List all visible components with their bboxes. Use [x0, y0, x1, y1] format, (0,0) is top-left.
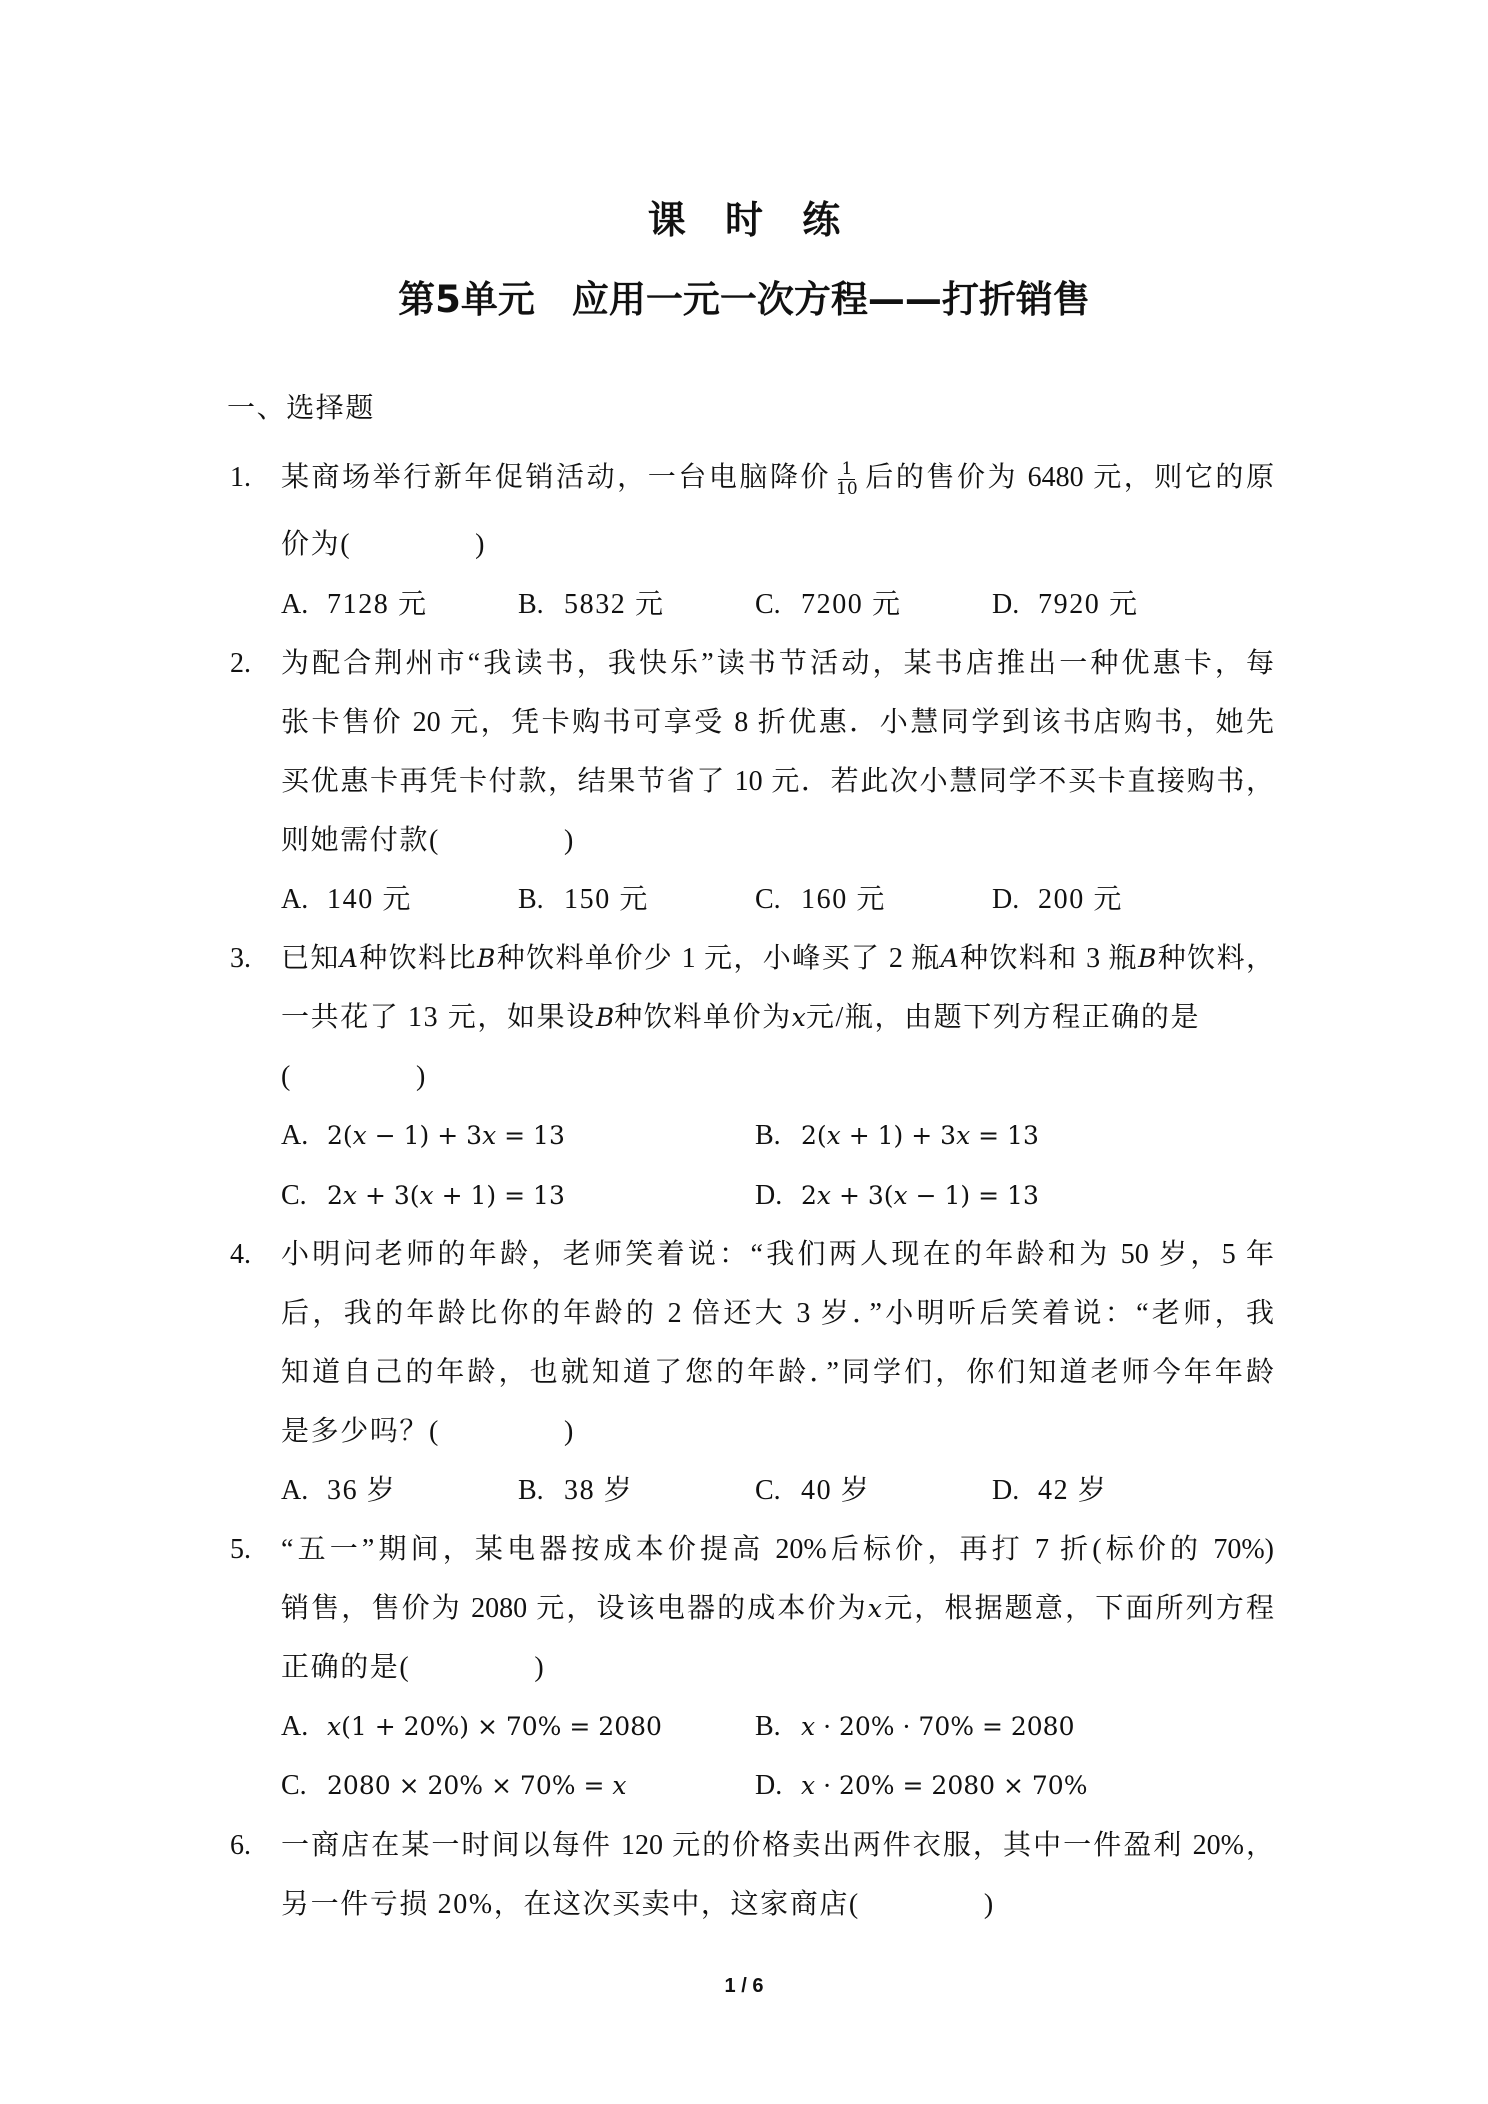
- text-run: ): [415, 1061, 427, 1093]
- text-run: 已知: [281, 943, 340, 975]
- text-run: 元，根据题意，下面所列方程: [882, 1593, 1274, 1625]
- option-a: [281, 1697, 755, 1756]
- math-expression: x(1 + 20%) × 70% = 2080: [327, 1712, 662, 1742]
- question-number: 2.: [230, 647, 251, 679]
- math-variable: x: [801, 1712, 816, 1742]
- question-2: [230, 634, 1274, 929]
- text-run: ): [563, 1415, 575, 1447]
- text-run: (: [281, 1061, 292, 1093]
- option-text: [564, 884, 649, 915]
- option-label: C.: [755, 588, 781, 620]
- option-label: B.: [518, 884, 544, 916]
- math-variable: x: [801, 1771, 816, 1801]
- text-run: ): [534, 1652, 546, 1684]
- math-expression: [596, 1003, 614, 1032]
- option-label: A.: [281, 1474, 309, 1506]
- option-text: [801, 589, 902, 620]
- question-line: [281, 1225, 1274, 1284]
- option-text: [327, 1120, 565, 1151]
- option-text: [801, 1475, 870, 1506]
- text-run: 40 岁: [801, 1474, 871, 1506]
- math-expression: x · 20% · 70% = 2080: [801, 1712, 1075, 1742]
- question-6: [230, 1816, 1274, 1934]
- option-label: D.: [992, 884, 1020, 916]
- text-run: 另一件亏损 20%，在这次买卖中，这家商店(: [281, 1888, 860, 1920]
- question-line: [281, 1520, 1274, 1579]
- math-variable: B: [476, 944, 496, 974]
- option-label: B.: [518, 588, 544, 620]
- question-line: [281, 988, 1274, 1047]
- math-expression: 2080 × 20% × 70% = x: [327, 1771, 627, 1801]
- option-label: D.: [992, 588, 1020, 620]
- math-variable: x: [956, 1121, 971, 1151]
- option-a: [281, 575, 518, 634]
- question-number: 4.: [230, 1238, 251, 1270]
- option-label: B.: [518, 1474, 544, 1506]
- text-run: 价为(: [281, 529, 352, 561]
- option-b: [518, 1461, 755, 1520]
- option-text: [1038, 589, 1139, 620]
- option-d: [992, 1461, 1229, 1520]
- question-line: [281, 1638, 1274, 1697]
- text-run: 7200 元: [801, 588, 902, 620]
- text-run: 张卡售价 20 元，凭卡购书可享受 8 折优惠．小慧同学到该书店购书，她先: [281, 706, 1274, 738]
- math-variable: x: [893, 1180, 908, 1210]
- option-text: [801, 1711, 1074, 1742]
- math-variable: x: [867, 1594, 882, 1624]
- option-text: [327, 1180, 565, 1211]
- option-text: [801, 1180, 1039, 1211]
- text-run: 42 岁: [1038, 1474, 1108, 1506]
- math-expression: [1138, 944, 1156, 973]
- question-3: [230, 929, 1274, 1224]
- text-run: 是多少吗？(: [281, 1415, 440, 1447]
- option-b: [755, 1697, 1229, 1756]
- text-run: ): [475, 529, 487, 561]
- text-run: 一共花了 13 元，如果设: [281, 1002, 596, 1034]
- question-1: [230, 448, 1274, 634]
- question-number: 1.: [230, 462, 251, 493]
- math-expression: [792, 1003, 806, 1032]
- text-run: 正确的是(: [281, 1652, 411, 1684]
- section-heading: 一、选择题: [227, 393, 376, 424]
- option-c: [755, 575, 992, 634]
- text-run: 种饮料比: [357, 943, 477, 975]
- fraction-denominator: 10: [836, 479, 858, 500]
- math-variable: A: [339, 944, 358, 974]
- option-text: [1038, 1475, 1107, 1506]
- option-b: [755, 1106, 1229, 1165]
- text-run: 150 元: [564, 884, 650, 916]
- math-variable: x: [352, 1121, 367, 1151]
- options-row: [281, 1166, 1274, 1225]
- text-run: 7920 元: [1038, 588, 1139, 620]
- text-run: 买优惠卡再凭卡付款，结果节省了 10 元．若此次小慧同学不买卡直接购书，: [281, 765, 1274, 797]
- text-run: 一商店在某一时间以每件 120 元的价格卖出两件衣服，其中一件盈利 20%，: [281, 1829, 1274, 1861]
- question-line: [281, 693, 1274, 752]
- page-number: 1 / 6: [724, 1975, 764, 1997]
- option-text: [801, 884, 886, 915]
- option-label: B.: [755, 1711, 781, 1743]
- math-expression: 2x + 3(x + 1) = 13: [327, 1180, 565, 1210]
- text-run: 种饮料，: [1156, 943, 1274, 975]
- question-number: 5.: [230, 1534, 251, 1566]
- math-variable: x: [816, 1180, 832, 1210]
- text-run: 36 岁: [327, 1474, 397, 1506]
- question-number: 6.: [230, 1829, 251, 1861]
- question-line: [281, 515, 1274, 574]
- option-text: [327, 1770, 626, 1801]
- option-b: [518, 870, 755, 929]
- question-line: [281, 929, 1274, 988]
- math-expression: [477, 944, 495, 973]
- text-run: ): [563, 824, 575, 856]
- math-variable: x: [419, 1180, 434, 1210]
- text-run: 则她需付款(: [281, 824, 440, 856]
- option-label: D.: [755, 1770, 783, 1802]
- option-text: [1038, 884, 1123, 915]
- options-row: [281, 1756, 1274, 1815]
- text-run: 为配合荆州市“我读书，我快乐”读书节活动，某书店推出一种优惠卡，每: [281, 647, 1274, 679]
- options-row: [281, 1106, 1274, 1165]
- option-c: [755, 870, 992, 929]
- text-run: 38 岁: [564, 1474, 634, 1506]
- text-run: 7128 元: [327, 588, 428, 620]
- text-run: 140 元: [327, 884, 413, 916]
- math-variable: B: [1137, 944, 1157, 974]
- option-label: C.: [755, 1474, 781, 1506]
- option-label: C.: [281, 1770, 307, 1802]
- option-a: [281, 870, 518, 929]
- question-line: [281, 634, 1274, 693]
- math-variable: x: [327, 1712, 342, 1742]
- question-line: [281, 448, 1274, 507]
- math-variable: x: [482, 1121, 497, 1151]
- option-label: A.: [281, 1711, 309, 1743]
- option-d: [992, 575, 1229, 634]
- text-run: “五一”期间，某电器按成本价提高 20%后标价，再打 7 折(标价的 70%): [281, 1534, 1274, 1566]
- page-subtitle: 第5单元 应用一元一次方程——打折销售: [398, 278, 1090, 321]
- option-text: [801, 1120, 1039, 1151]
- question-list: [230, 448, 1274, 1934]
- text-run: 销售，售价为 2080 元，设该电器的成本价为: [281, 1593, 868, 1625]
- option-label: B.: [755, 1120, 781, 1152]
- text-run: 知道自己的年龄，也就知道了您的年龄．”同学们，你们知道老师今年年龄: [281, 1356, 1274, 1388]
- fraction: [834, 460, 860, 499]
- page-title: 课 时 练: [647, 198, 841, 242]
- option-label: C.: [755, 884, 781, 916]
- option-c: [281, 1756, 755, 1815]
- question-line: [281, 1343, 1274, 1402]
- option-label: A.: [281, 1120, 309, 1152]
- math-variable: x: [826, 1121, 841, 1151]
- options-row: [281, 575, 1274, 634]
- options-row: [281, 870, 1274, 929]
- option-label: C.: [281, 1179, 307, 1211]
- text-run: 种饮料单价少 1 元，小峰买了 2 瓶: [495, 943, 941, 975]
- option-d: [755, 1756, 1229, 1815]
- option-d: [755, 1166, 1229, 1225]
- option-text: [801, 1770, 1087, 1801]
- question-line: [281, 1284, 1274, 1343]
- text-run: 某商场举行新年促销活动，一台电脑降价: [281, 462, 832, 493]
- option-a: [281, 1106, 755, 1165]
- option-text: [564, 1475, 633, 1506]
- options-row: [281, 1697, 1274, 1756]
- text-run: 5832 元: [564, 588, 665, 620]
- text-run: 200 元: [1038, 884, 1124, 916]
- option-a: [281, 1461, 518, 1520]
- math-expression: x · 20% = 2080 × 70%: [801, 1771, 1088, 1801]
- math-variable: x: [342, 1180, 358, 1210]
- fraction-numerator: 1: [838, 460, 855, 480]
- options-row: [281, 1461, 1274, 1520]
- math-variable: A: [940, 944, 959, 974]
- option-label: A.: [281, 884, 309, 916]
- question-line: [281, 1579, 1274, 1638]
- text-run: 160 元: [801, 884, 887, 916]
- question-5: [230, 1520, 1274, 1815]
- math-variable: x: [791, 1003, 806, 1033]
- math-expression: [868, 1594, 882, 1623]
- text-run: 后，我的年龄比你的年龄的 2 倍还大 3 岁．”小明听后笑着说：“老师，我: [281, 1297, 1274, 1329]
- question-4: [230, 1225, 1274, 1520]
- option-text: [327, 589, 428, 620]
- math-expression: 2(x + 1) + 3x = 13: [801, 1121, 1039, 1151]
- option-label: D.: [992, 1474, 1020, 1506]
- math-expression: [941, 944, 959, 973]
- text-run: 种饮料和 3 瓶: [958, 943, 1138, 975]
- option-c: [281, 1166, 755, 1225]
- question-number: 3.: [230, 943, 251, 975]
- text-run: 元/瓶，由题下列方程正确的是: [805, 1002, 1201, 1034]
- option-text: [327, 1475, 396, 1506]
- question-line: [281, 1875, 1274, 1934]
- option-text: [327, 884, 412, 915]
- text-run: ): [983, 1888, 995, 1920]
- option-text: [564, 589, 665, 620]
- question-line: [281, 1816, 1274, 1875]
- math-expression: 2x + 3(x − 1) = 13: [801, 1180, 1039, 1210]
- math-expression: 2(x − 1) + 3x = 13: [327, 1121, 565, 1151]
- math-variable: B: [595, 1003, 615, 1033]
- option-label: D.: [755, 1179, 783, 1211]
- question-line: [281, 1402, 1274, 1461]
- option-text: [327, 1711, 662, 1742]
- option-d: [992, 870, 1229, 929]
- question-line: [281, 752, 1274, 811]
- question-line: [281, 1047, 1274, 1106]
- option-label: A.: [281, 588, 309, 620]
- option-c: [755, 1461, 992, 1520]
- option-b: [518, 575, 755, 634]
- question-line: [281, 811, 1274, 870]
- math-variable: x: [612, 1771, 627, 1801]
- math-expression: [340, 944, 358, 973]
- text-run: 种饮料单价为: [614, 1002, 792, 1034]
- text-run: 小明问老师的年龄，老师笑着说：“我们两人现在的年龄和为 50 岁，5 年: [281, 1238, 1274, 1270]
- text-run: 后的售价为 6480 元，则它的原: [862, 462, 1274, 493]
